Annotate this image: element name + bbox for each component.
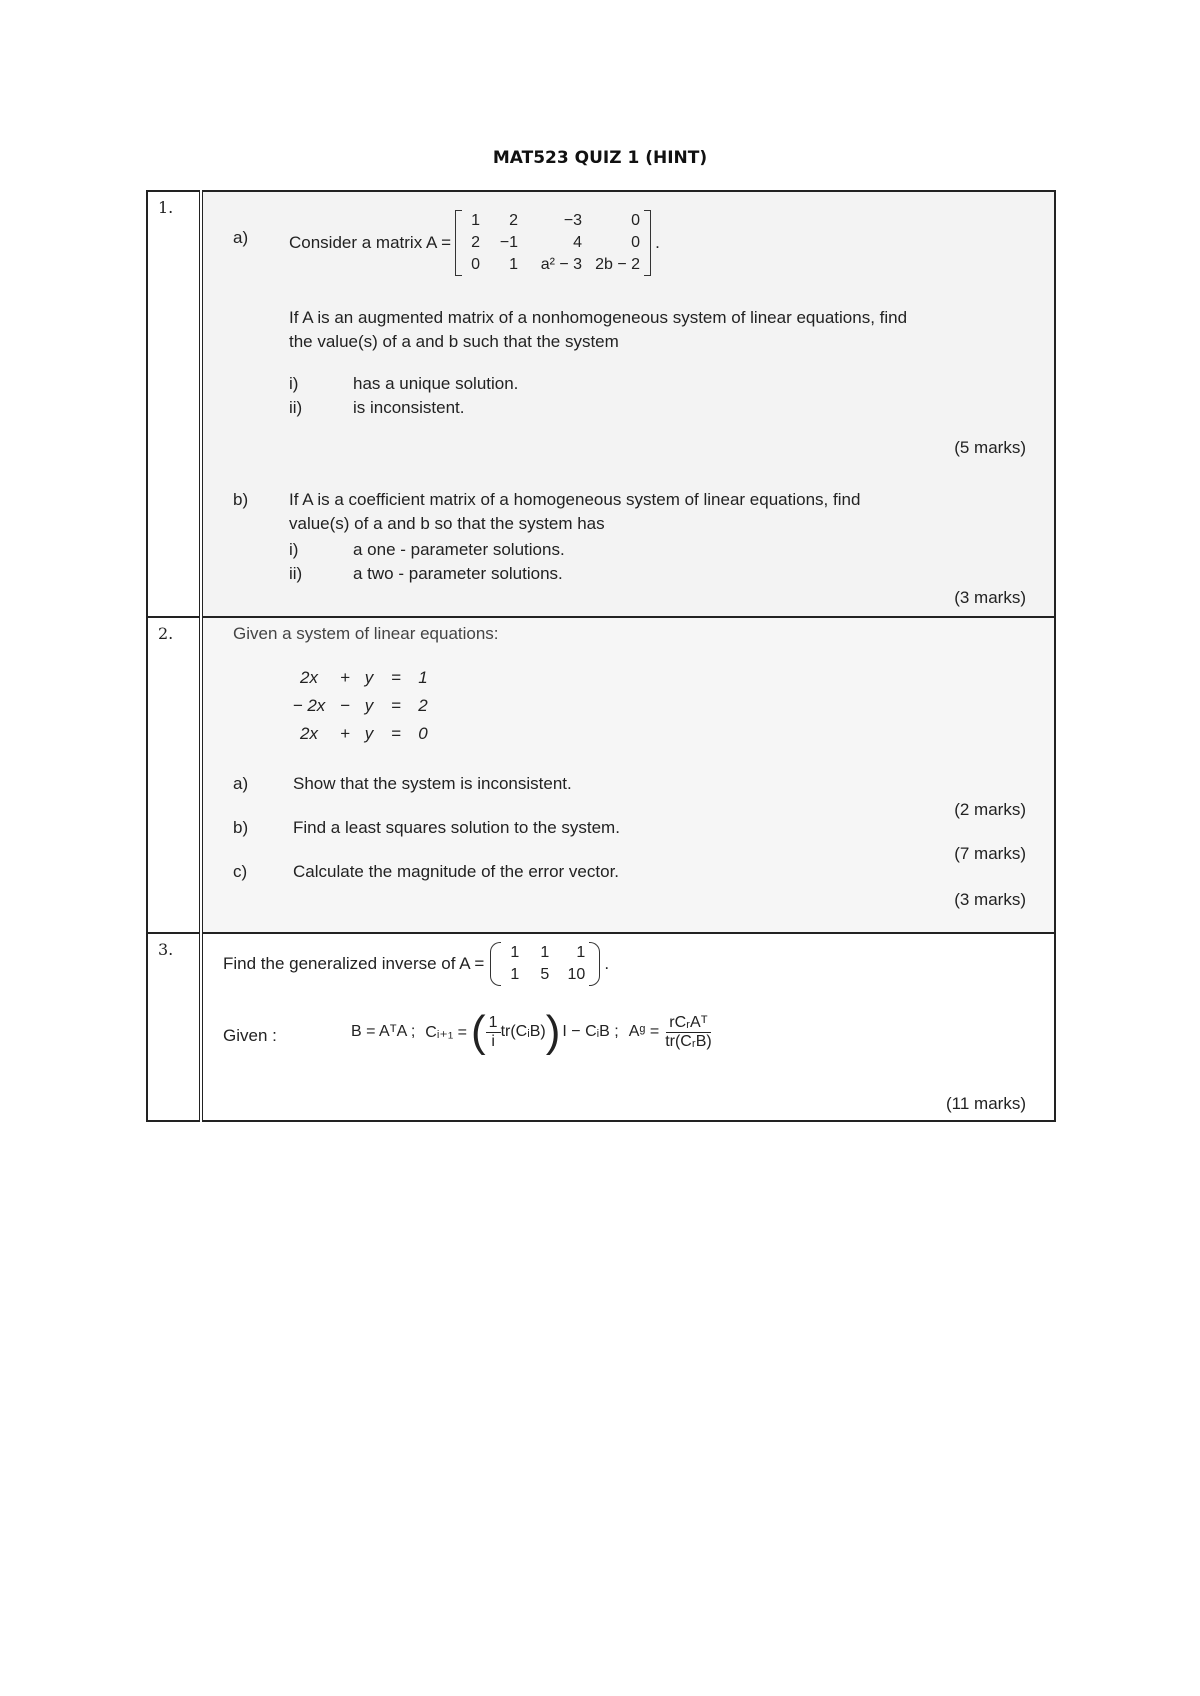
matrix-cell: 2 [509,212,519,229]
formula-c-lhs: Cᵢ₊₁ = [425,1024,467,1041]
matrix-cell: 1 [510,944,520,961]
part-text: Find a least squares solution to the system. [293,818,620,837]
matrix-cell: 2 [471,234,481,251]
q1b-text-line1: If A is a coefficient matrix of a homogeneous system of linear equations, find [289,490,861,509]
matrix-grid [462,210,644,276]
equation-system [285,668,435,744]
matrix-cell: −3 [563,212,583,229]
item-label: i) [289,374,299,393]
marks: (5 marks) [954,438,1026,457]
q3-statement: Find the generalized inverse of A = 1 1 1 1 5 10 . [223,942,609,986]
formula-trace: tr(CᵢB) [500,1023,546,1040]
part-text: Show that the system is inconsistent. [293,774,572,793]
matrix-cell: 1 [509,256,519,273]
eq-term: y [364,696,374,715]
question-number: 1. [147,191,201,617]
matrix-cell: 10 [567,966,586,983]
matrix-cell: 0 [471,256,481,273]
formula-b-def: B = AᵀA ; [351,1023,416,1040]
part-label: a) [233,774,249,793]
matrix-intro: Consider a matrix A = [289,233,452,252]
marks: (11 marks) [946,1094,1026,1113]
question-row-2 [147,617,1055,933]
eq-term: + [340,724,350,743]
marks: (7 marks) [954,844,1026,863]
part-label: a) [233,228,249,247]
part-text: Calculate the magnitude of the error vector. [293,862,620,881]
matrix-a [455,210,651,276]
q3-intro: Find the generalized inverse of A = [223,954,485,973]
matrix-a [490,942,600,986]
matrix-cell: 4 [573,234,583,251]
item-text: a one - parameter solutions. [353,540,565,559]
eq-term: 1 [418,668,428,687]
q1a-text-line1: If A is an augmented matrix of a nonhomogeneous system of linear equations, find [289,308,908,327]
eq-term: 2x [300,724,318,743]
question-number: 2. [147,617,201,933]
fraction-numerator: 1 [486,1014,501,1033]
eq-term: 0 [418,724,428,743]
eq-term: 2x [300,668,318,687]
matrix-cell: 1 [471,212,481,229]
eq-term: − 2x [292,696,326,715]
questions-table [146,190,1056,1122]
question-body-1 [201,191,1055,617]
item-label: ii) [289,398,303,417]
matrix-cell: −1 [499,234,519,251]
matrix-cell: 5 [540,966,550,983]
paren-left [490,942,501,986]
matrix-statement: Consider a matrix A = 1 2 −3 0 2 −1 4 0 0 1 a² − 3 2b − 2 . [289,210,660,276]
marks: (2 marks) [954,800,1026,819]
marks: (3 marks) [954,890,1026,909]
page-title: MAT523 QUIZ 1 (HINT) [492,148,708,168]
part-label: b) [233,818,249,837]
matrix-cell: 0 [631,234,641,251]
q1b-text-line2: value(s) of a and b so that the system has [289,514,605,533]
question-row-1 [147,191,1055,617]
item-text: has a unique solution. [353,374,519,393]
fraction-denominator: tr(CᵣB) [665,1032,712,1050]
formula-ag-lhs: Aᵍ = [628,1023,660,1040]
question-number: 3. [147,933,201,1121]
eq-term: y [364,724,374,743]
eq-term: − [340,696,350,715]
q2-intro: Given a system of linear equations: [233,624,499,643]
fraction-denominator: i [491,1032,495,1050]
item-label: ii) [289,564,303,583]
eq-term: + [340,668,350,687]
fraction [665,1014,712,1051]
matrix-cell: 1 [510,966,520,983]
given-label: Given : [223,1026,277,1045]
eq-term: = [391,696,401,715]
bracket-left [455,210,462,276]
part-label: b) [233,490,249,509]
item-text: is inconsistent. [353,398,465,417]
matrix-cell: 0 [631,212,641,229]
fraction-numerator: rCᵣAᵀ [666,1014,710,1033]
q1a-text-line2: the value(s) of a and b such that the system [289,332,619,351]
question-row-3 [147,933,1055,1121]
formula-c-rest: I − CᵢB ; [562,1023,619,1040]
question-body-3 [201,933,1055,1121]
marks: (3 marks) [954,588,1026,607]
item-label: i) [289,540,299,559]
matrix-cell: 2b − 2 [595,256,641,273]
eq-term: = [391,668,401,687]
matrix-cell: 1 [540,944,550,961]
paren-right [589,942,600,986]
fraction [486,1014,501,1051]
matrix-cell: 1 [576,944,586,961]
formula: B = AᵀA ; Cᵢ₊₁ = ( $\frac{1}{i}$ tr(CᵢB) ) I − CᵢB ; Aᵍ = $\frac{\text{rCᵣAᵀ}}{\text{tr(CᵣB)}}$ [351,1007,712,1056]
item-text: a two - parameter solutions. [353,564,563,583]
eq-term: 2 [418,696,428,715]
matrix-cell: a² − 3 [540,256,583,273]
part-label: c) [233,862,248,881]
eq-term: = [391,724,401,743]
matrix-grid [501,942,589,986]
eq-term: y [364,668,374,687]
question-body-2 [201,617,1055,933]
bracket-right [644,210,651,276]
equation-grid [285,668,435,744]
